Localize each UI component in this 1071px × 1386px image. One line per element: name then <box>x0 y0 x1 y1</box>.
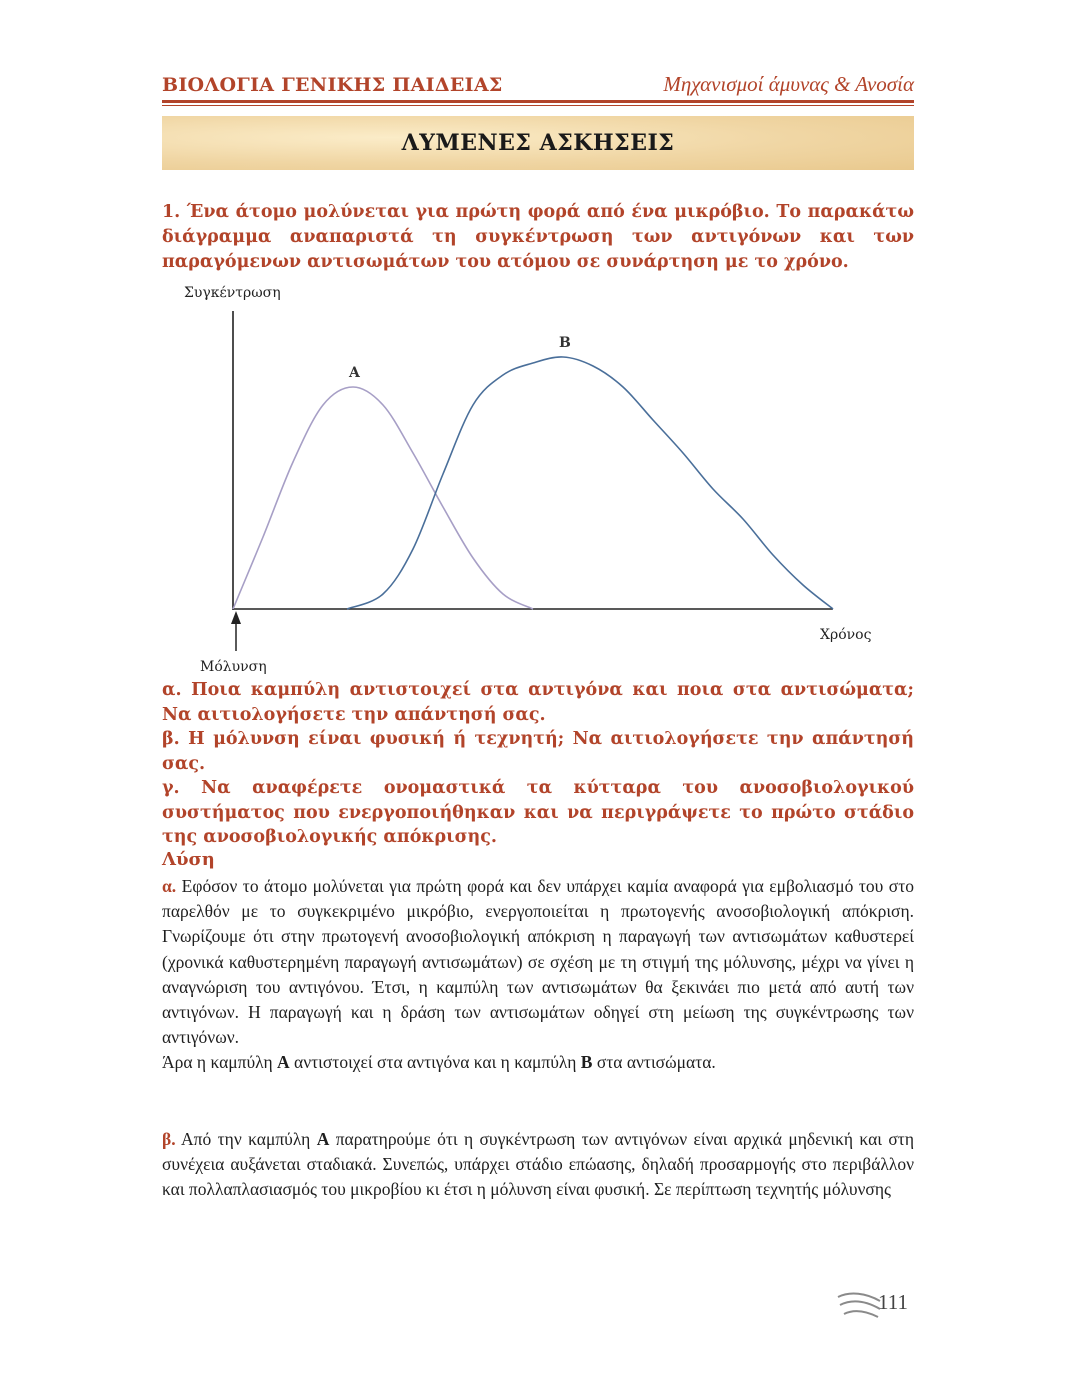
curve-label-a: Α <box>349 365 360 381</box>
curve-antigens <box>233 387 533 609</box>
section-title: ΛΥΜΕΝΕΣ ΑΣΚΗΣΕΙΣ <box>401 130 675 156</box>
solution-title: Λύση <box>162 849 215 870</box>
solution-a-conclusion-B: Β <box>580 1052 593 1073</box>
infection-label: Μόλυνση <box>200 659 267 675</box>
section-banner <box>162 116 914 170</box>
solution-b-paragraph <box>162 1127 914 1203</box>
solution-a-conclusion-3: στα αντισώματα. <box>592 1052 716 1073</box>
solution-a-conclusion-1: Άρα η καμπύλη <box>162 1052 278 1073</box>
solution-a-lead: α. <box>162 876 177 896</box>
header-chapter: Μηχανισμοί άμυνας & Ανοσία <box>663 72 914 96</box>
subquestion-c: γ. Να αναφέρετε ονομαστικά τα κύτταρα του ανοσοβιολογικού συστήματος που ενεργοποιήθηκαν και να περιγράψετε το πρώτο στάδιο της ανοσοβιολογικής απόκρισης. <box>162 778 914 847</box>
solution-a-paragraph <box>162 874 914 1076</box>
solution-b-lead: β. <box>162 1129 176 1149</box>
question-text: 1. Ένα άτομο μολύνεται για πρώτη φορά από ένα μικρόβιο. Το παρακάτω διάγραμμα αναπαριστά τη συγκέντρωση των αντιγόνων και των παραγόμενων αντισωμάτων του ατόμου σε συνάρτηση με το χρόνο. <box>162 202 914 272</box>
solution-b-text-A: Α <box>316 1129 330 1149</box>
solution-a-conclusion-2: αντιστοιχεί στα αντιγόνα και η καμπύλη <box>289 1052 581 1073</box>
x-axis-label: Χρόνος <box>820 627 872 643</box>
page-header <box>162 72 914 102</box>
subquestions <box>162 678 914 850</box>
subquestion-b: β. Η μόλυνση είναι φυσική ή τεχνητή; Να αιτιολογήσετε την απάντησή σας. <box>162 729 914 774</box>
page-number: 111 <box>878 1290 908 1314</box>
solution-b-text-2: παρατηρούμε ότι η συγκέντρωση των αντιγόνων είναι αρχικά μηδενική και στη συνέχεια αυξάνεται σταδιακά. Συνεπώς, υπάρχει στάδιο επώασης, δηλαδή προσαρμογής στο περιβάλλον και πολλαπλασιασμός του μικροβίου κι έτσι η μόλυνση είναι φυσική. Σε περίπτωση τεχνητής μόλυνσης <box>162 1129 914 1200</box>
concentration-chart <box>170 283 890 678</box>
infection-arrow-head <box>231 611 241 624</box>
publisher-swoosh-logo <box>836 1287 884 1327</box>
header-divider <box>162 100 914 103</box>
solution-b-text-1: Από την καμπύλη <box>181 1129 317 1149</box>
solution-a-conclusion-A: Α <box>277 1052 290 1073</box>
curve-antibodies <box>347 357 833 609</box>
header-subject: ΒΙΟΛΟΓΙΑ ΓΕΝΙΚΗΣ ΠΑΙΔΕΙΑΣ <box>162 74 503 96</box>
curve-label-b: Β <box>559 335 571 351</box>
solution-a-text: Εφόσον το άτομο μολύνεται για πρώτη φορά και δεν υπάρχει καμία αναφορά για εμβολιασμό του στο παρελθόν με το συγκεκριμένο μικρόβιο, ενεργοποιείται η πρωτογενής ανοσοβιολογική απόκριση. Γνωρίζουμε ότι στην πρωτογενή ανοσοβιολογική απόκριση η παραγωγή των αντισωμάτων καθυστερεί (χρονικά καθυστερημένη παραγωγή αντισωμάτων) σε σχέση με τη στιγμή της μόλυνσης, μέχρι να γίνει η αναγνώριση του αντιγόνου. Έτσι, η καμπύλη των αντισωμάτων θα ξεκινάει πιο μετά από αυτή των αντιγόνων. Η παραγωγή και η δράση των αντισωμάτων οδηγεί στη μείωση της συγκέντρωσης των αντιγόνων. <box>162 876 915 1048</box>
header-divider-thin <box>162 105 914 106</box>
y-axis-label: Συγκέντρωση <box>184 285 281 301</box>
subquestion-a: α. Ποια καμπύλη αντιστοιχεί στα αντιγόνα και ποια στα αντισώματα; Να αιτιολογήσετε την απάντησή σας. <box>162 680 914 725</box>
